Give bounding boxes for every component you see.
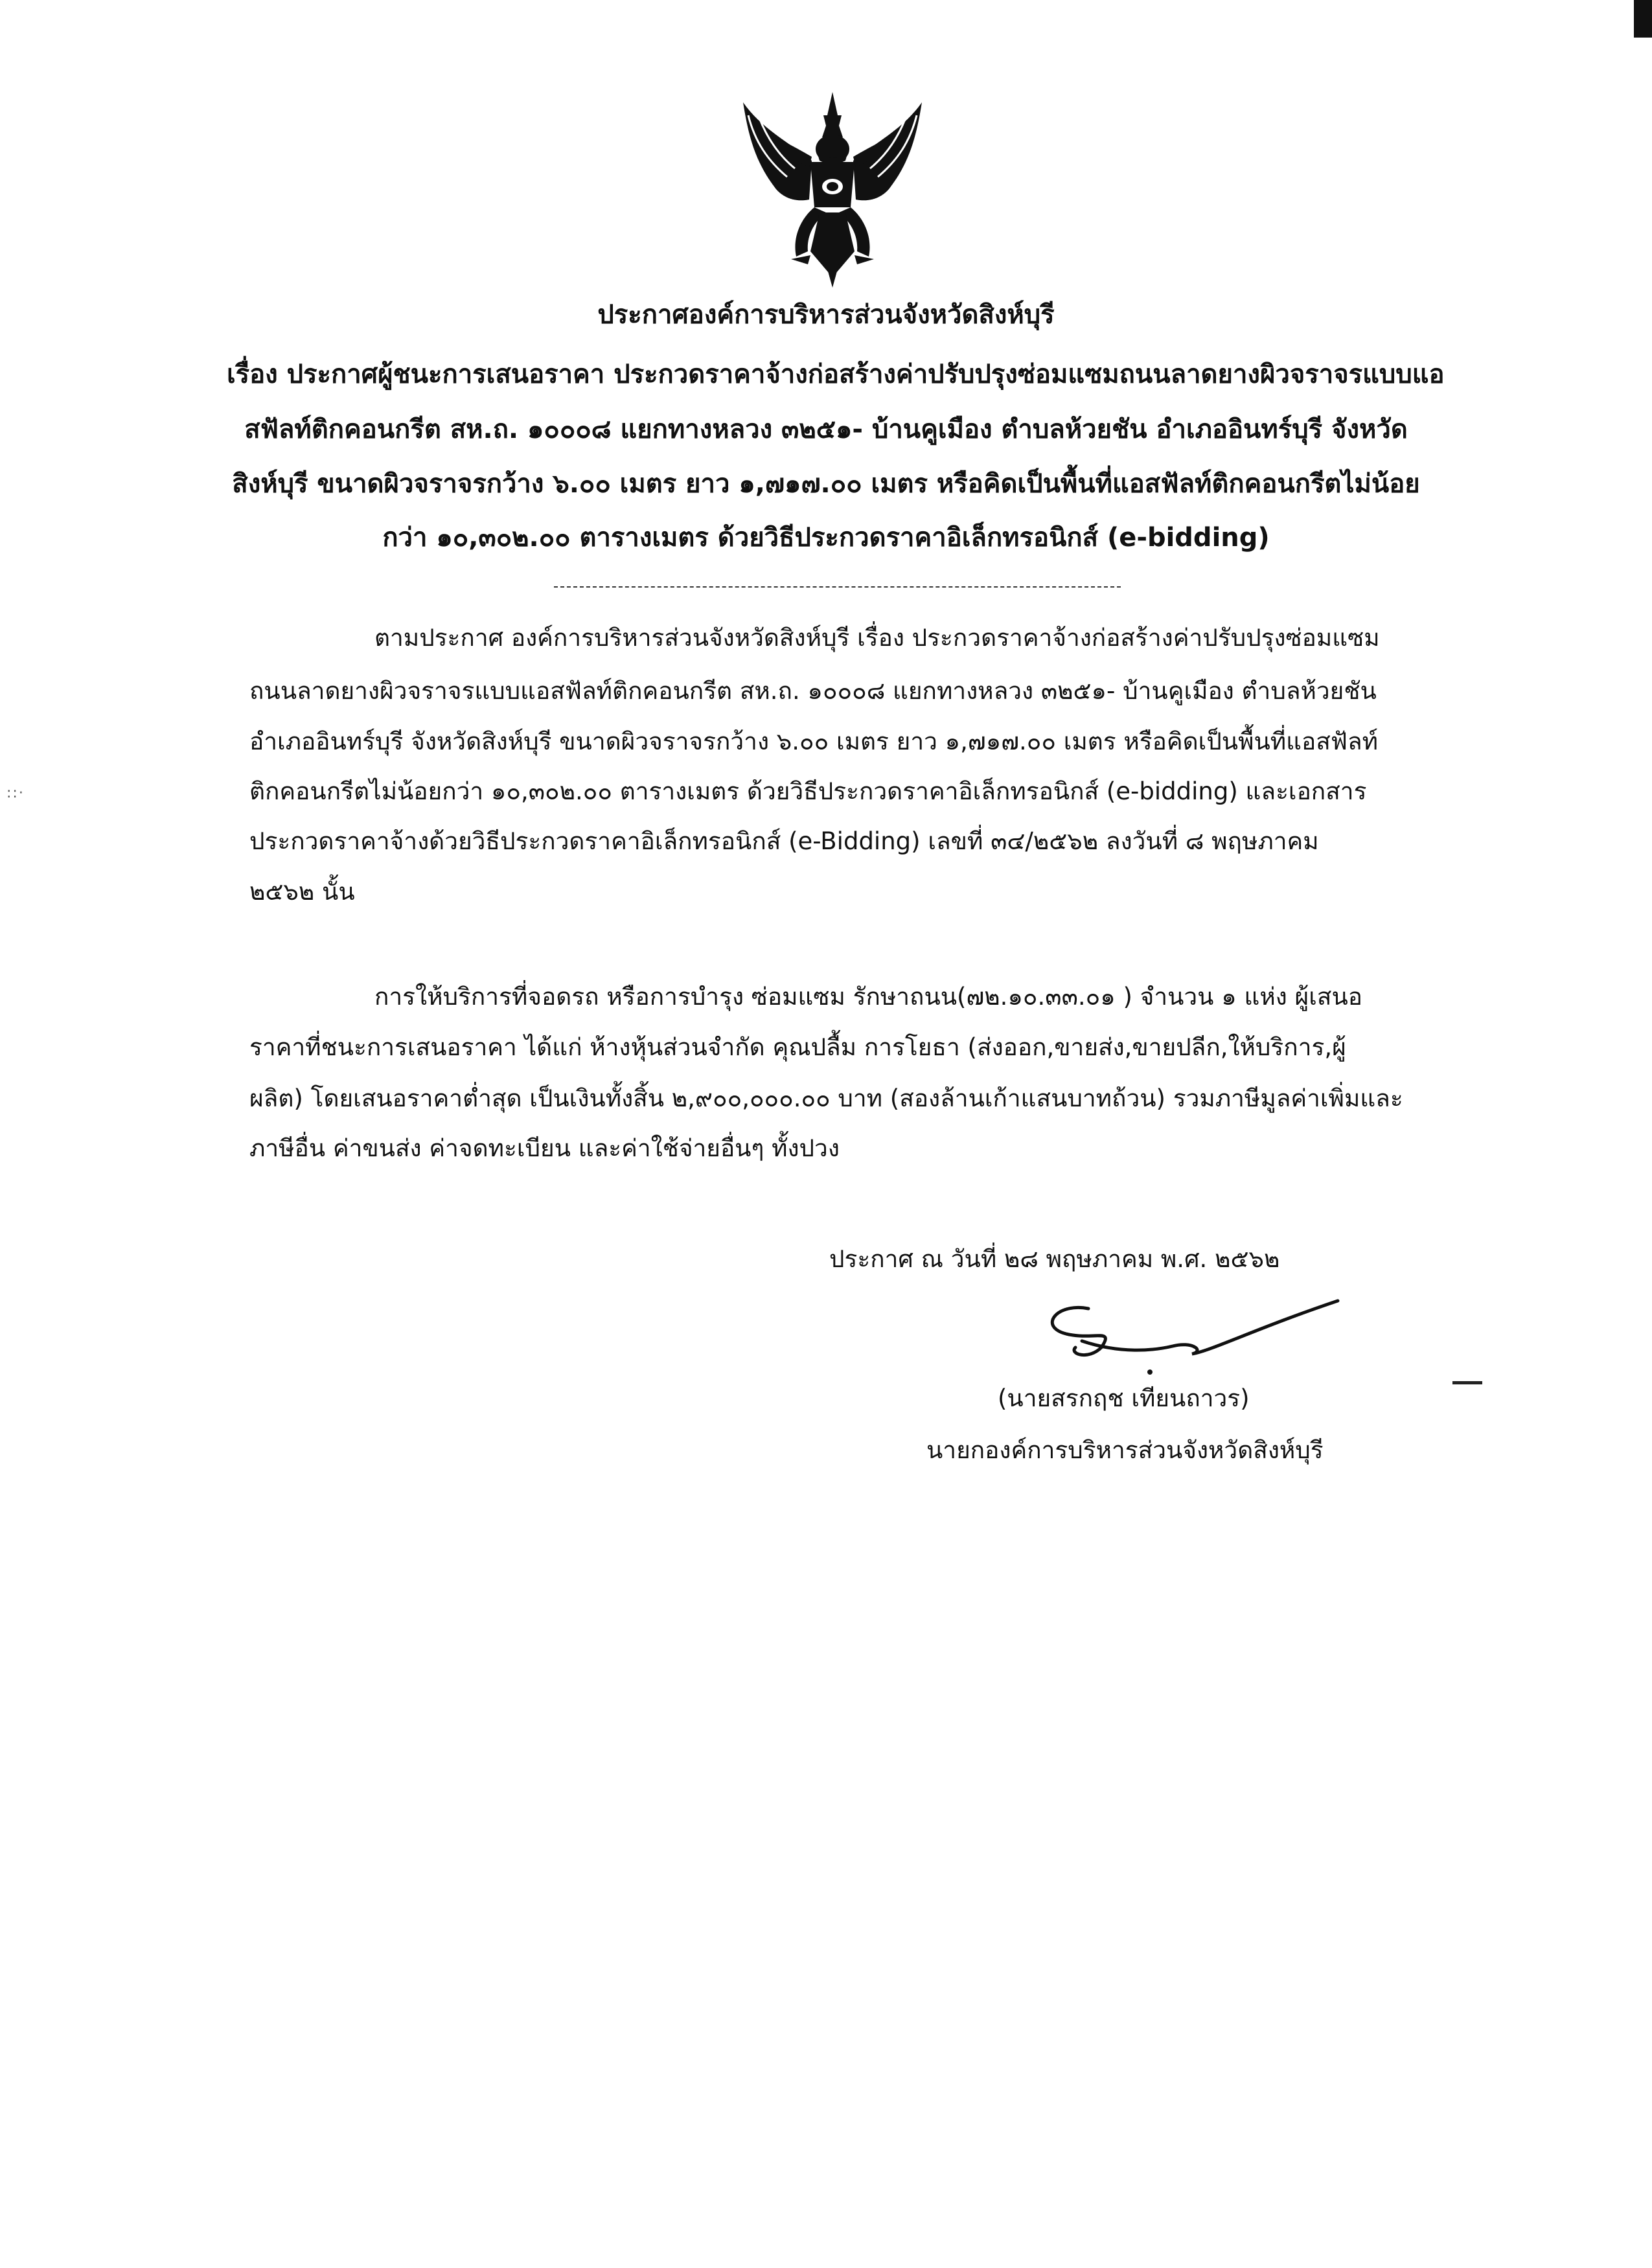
body-line: ประกวดราคาจ้างด้วยวิธีประกวดราคาอิเล็กทรอนิกส์ (e-Bidding) เลขที่ ๓๔/๒๕๖๒ ลงวันที่ ๘ พฤษภาคม: [249, 827, 1319, 855]
body-line: ๒๕๖๒ นั้น: [249, 878, 355, 906]
subject-line-1: เรื่อง ประกาศผู้ชนะการเสนอราคา ประกวดราคาจ้างก่อสร้างค่าปรับปรุงซ่อมแซมถนนลาดยางผิวจราจรแบบแอ: [227, 360, 1445, 389]
body-line: ตามประกาศ องค์การบริหารส่วนจังหวัดสิงห์บุรี เรื่อง ประกวดราคาจ้างก่อสร้างค่าปรับปรุงซ่อมแซม: [374, 624, 1380, 652]
signer-name: (นายสรกฤช เทียนถาวร): [998, 1384, 1250, 1412]
body-line: ภาษีอื่น ค่าขนส่ง ค่าจดทะเบียน และค่าใช้จ่ายอื่นๆ ทั้งปวง: [249, 1134, 840, 1162]
signer-position: นายกองค์การบริหารส่วนจังหวัดสิงห์บุรี: [926, 1436, 1324, 1464]
divider-rule: [554, 586, 1121, 588]
scan-speck: ::·: [6, 785, 25, 801]
subject-line-4: กว่า ๑๐,๓๐๒.๐๐ ตารางเมตร ด้วยวิธีประกวดราคาอิเล็กทรอนิกส์ (e-bidding): [382, 523, 1270, 553]
subject-line-2: สฟัลท์ติกคอนกรีต สห.ถ. ๑๐๐๐๘ แยกทางหลวง ๓๒๕๑- บ้านคูเมือง ตำบลห้วยชัน อำเภออินทร์บุรี จังหวัด: [244, 415, 1408, 444]
garuda-emblem-icon: [729, 89, 936, 290]
body-line: การให้บริการที่จอดรถ หรือการบำรุง ซ่อมแซม รักษาถนน(๗๒.๑๐.๓๓.๐๑ ) จำนวน ๑ แห่ง ผู้เสนอ: [374, 983, 1362, 1011]
scan-dash: [1452, 1381, 1482, 1384]
scan-corner-mark: [1634, 0, 1652, 38]
body-line: ติกคอนกรีตไม่น้อยกว่า ๑๐,๓๐๒.๐๐ ตารางเมตร ด้วยวิธีประกวดราคาอิเล็กทรอนิกส์ (e-bidding) และเอกสาร: [249, 777, 1367, 805]
announce-date: ประกาศ ณ วันที่ ๒๘ พฤษภาคม พ.ศ. ๒๕๖๒: [829, 1245, 1280, 1273]
body-line: อำเภออินทร์บุรี จังหวัดสิงห์บุรี ขนาดผิวจราจรกว้าง ๖.๐๐ เมตร ยาว ๑,๗๑๗.๐๐ เมตร หรือคิดเป็นพื้นที่แอสฟัลท์: [249, 727, 1379, 755]
handwritten-signature-icon: [1043, 1289, 1348, 1380]
subject-line-3: สิงห์บุรี ขนาดผิวจราจรกว้าง ๖.๐๐ เมตร ยาว ๑,๗๑๗.๐๐ เมตร หรือคิดเป็นพื้นที่แอสฟัลท์ติกคอนกรีตไม่น้อย: [232, 469, 1420, 499]
body-line: ราคาที่ชนะการเสนอราคา ได้แก่ ห้างหุ้นส่วนจำกัด คุณปลื้ม การโยธา (ส่งออก,ขายส่ง,ขายปลีก,ให้บริการ,ผู้: [249, 1033, 1346, 1061]
body-line: ผลิต) โดยเสนอราคาต่ำสุด เป็นเงินทั้งสิ้น ๒,๙๐๐,๐๐๐.๐๐ บาท (สองล้านเก้าแสนบาทถ้วน) รวมภาษีมูลค่าเพิ่มและ: [249, 1084, 1403, 1112]
body-line: ถนนลาดยางผิวจราจรแบบแอสฟัลท์ติกคอนกรีต สห.ถ. ๑๐๐๐๘ แยกทางหลวง ๓๒๕๑- บ้านคูเมือง ตำบลห้วยชัน: [249, 677, 1377, 705]
issuer-heading: ประกาศองค์การบริหารส่วนจังหวัดสิงห์บุรี: [597, 300, 1055, 330]
